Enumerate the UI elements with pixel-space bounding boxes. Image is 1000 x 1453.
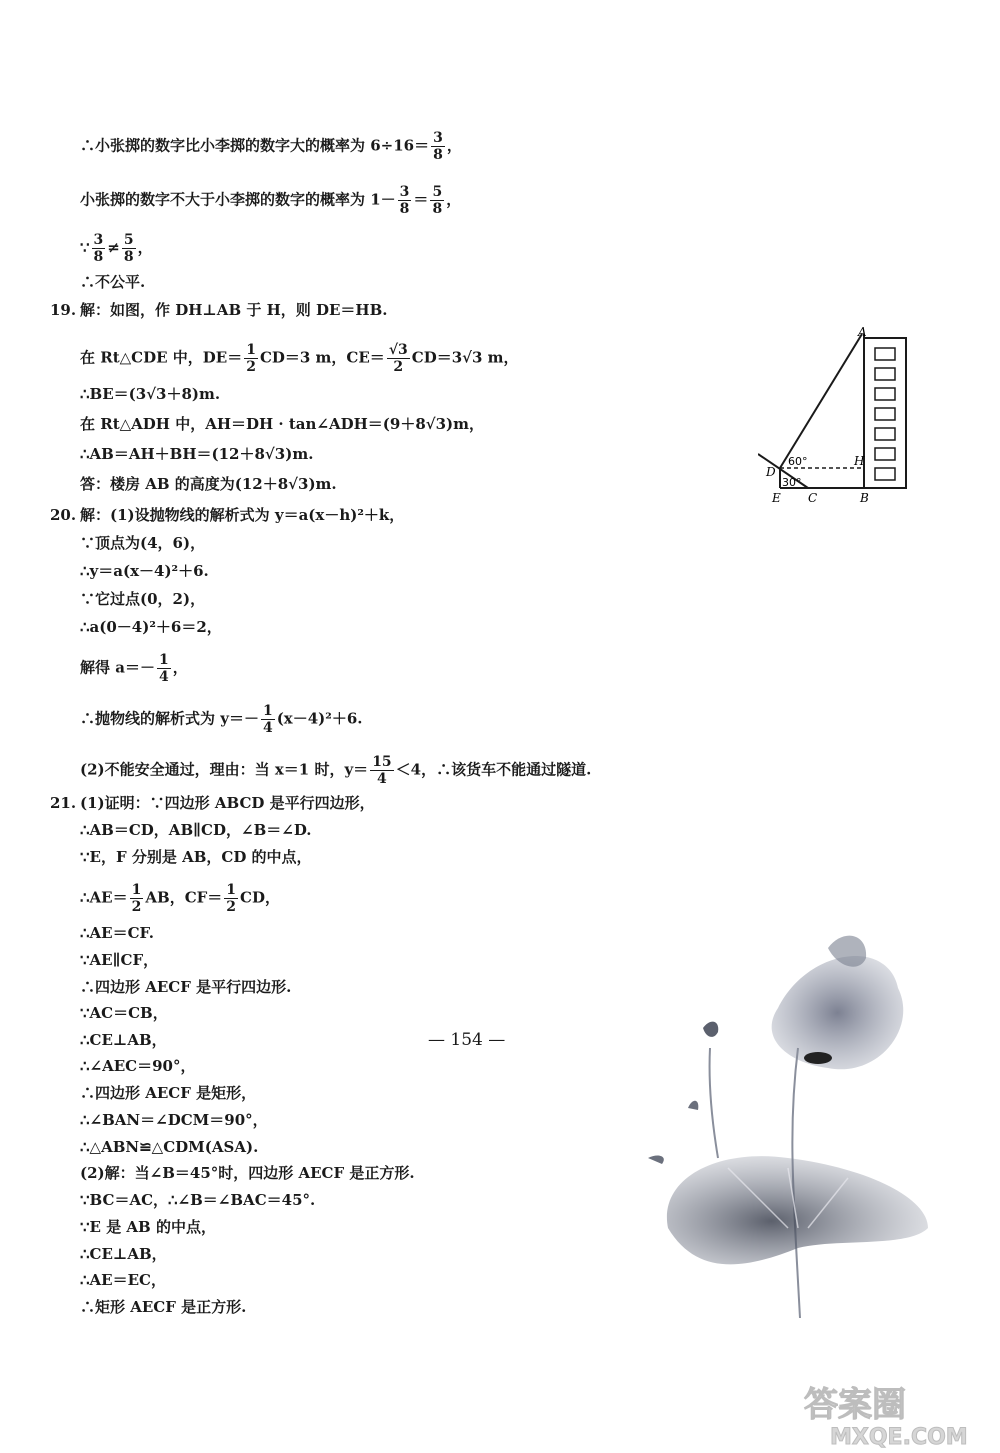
q19-number: 19. — [50, 301, 77, 319]
watermark-brand: 答案圈 — [804, 1385, 906, 1425]
window — [875, 368, 895, 380]
label-c: C — [808, 491, 818, 505]
q21-line-18: ∴AE＝EC， — [80, 1271, 166, 1289]
window — [875, 348, 895, 360]
label-b: B — [860, 491, 869, 505]
fraction — [157, 652, 171, 685]
label-angle-60: 60° — [788, 455, 808, 468]
fraction-numerator: 1 — [158, 652, 169, 668]
fraction — [130, 882, 144, 915]
label-a: A — [858, 326, 867, 339]
q20-line-8-text: (2)不能安全通过，理由：当 x＝1 时，y＝ — [80, 760, 369, 779]
q20-line-5: ∴a(0－4)²＋6＝2， — [80, 618, 222, 636]
watermark-logo — [800, 1378, 990, 1450]
fraction-denominator: 4 — [262, 720, 273, 736]
q19-line-2-mid: CD＝3 m，CE＝ — [259, 348, 385, 367]
fraction-numerator: 5 — [123, 232, 134, 248]
window — [875, 448, 895, 460]
fraction — [244, 342, 258, 375]
q20-line-6-tail: ， — [172, 658, 188, 677]
fraction-denominator: 2 — [246, 359, 256, 375]
q18-line-2-tail: ， — [446, 190, 462, 209]
label-d: D — [766, 465, 776, 479]
q19-line-5: ∴AB＝AH＋BH＝(12＋8√3)m. — [80, 445, 314, 463]
q21-line-11: ∴四边形 AECF 是矩形， — [80, 1084, 257, 1102]
q21-line-14: (2)解：当∠B＝45°时，四边形 AECF 是正方形. — [80, 1164, 415, 1182]
q21-number: 21. — [50, 794, 77, 812]
q21-line-8: ∵AC＝CB， — [80, 1004, 168, 1022]
fraction-numerator: 1 — [262, 703, 273, 719]
q20-line-8-tail: ＜4，∴该货车不能通过隧道. — [395, 760, 592, 779]
ink-dot — [804, 1052, 832, 1064]
window — [875, 388, 895, 400]
q21-line-19: ∴矩形 AECF 是正方形. — [80, 1298, 247, 1316]
fraction-denominator: 2 — [226, 899, 237, 915]
fraction — [370, 754, 393, 787]
q20-line-8 — [80, 754, 591, 787]
q20-line-1: 解：(1)设抛物线的解析式为 y＝a(x－h)²＋k， — [80, 506, 405, 524]
q21-line-17: ∴CE⊥AB， — [80, 1245, 167, 1263]
q20-line-3: ∴y＝a(x－4)²＋6. — [80, 562, 209, 580]
q18-line-1-tail: ， — [446, 136, 462, 155]
label-h: H — [854, 454, 865, 468]
fraction — [430, 184, 444, 217]
q19-line-2-text: 在 Rt△CDE 中，DE＝ — [80, 348, 243, 367]
fraction — [398, 184, 412, 217]
fraction-numerator: 1 — [226, 882, 237, 898]
fraction-denominator: 8 — [433, 147, 443, 163]
q21-line-10: ∴∠AEC＝90°， — [80, 1057, 196, 1075]
q18-line-3-tail: ， — [137, 238, 153, 257]
q18-line-4: ∴不公平. — [80, 273, 146, 291]
fraction-numerator: 1 — [246, 342, 256, 358]
fraction — [261, 703, 275, 736]
q20-line-6-text: 解得 a＝－ — [80, 658, 155, 677]
q21-line-15: ∵BC＝AC，∴∠B＝∠BAC＝45°. — [80, 1191, 316, 1209]
q19-line-3: ∴BE＝(3√3＋8)m. — [80, 385, 221, 403]
fraction-numerator: 3 — [93, 232, 104, 248]
q18-line-1-text: ∴小张掷的数字比小李掷的数字大的概率为 6÷16＝ — [80, 136, 430, 155]
ink-stroke — [648, 1156, 664, 1164]
sight-line-da — [780, 334, 862, 468]
fraction-denominator: 8 — [123, 249, 134, 265]
fraction-numerator: 3 — [433, 130, 443, 146]
q19-line-2-tail: CD＝3√3 m， — [411, 348, 519, 367]
building-diagram — [758, 326, 918, 508]
q21-line-9: ∴CE⊥AB， — [80, 1031, 167, 1049]
upper-leaf — [772, 956, 904, 1069]
fraction-numerator: 1 — [131, 882, 142, 898]
fraction-numerator: 3 — [399, 184, 410, 200]
fraction-denominator: 8 — [399, 201, 410, 217]
q20-line-7 — [80, 703, 363, 736]
fraction — [224, 882, 238, 915]
q19-line-4: 在 Rt△ADH 中，AH＝DH · tan∠ADH＝(9＋8√3)m， — [80, 415, 485, 433]
fraction-denominator: 2 — [393, 359, 404, 375]
fraction-denominator: 8 — [93, 249, 104, 265]
q19-line-6: 答：楼房 AB 的高度为(12＋8√3)m. — [80, 475, 337, 493]
fraction-numerator: √3 — [388, 342, 408, 358]
ink-stroke — [688, 1101, 698, 1110]
lower-leaf — [667, 1156, 928, 1264]
q20-line-4: ∵它过点(0，2)， — [80, 590, 206, 608]
fraction — [431, 130, 445, 163]
q20-line-2: ∵顶点为(4，6)， — [80, 534, 206, 552]
q21-line-6: ∵AE∥CF， — [80, 951, 159, 969]
window — [875, 468, 895, 480]
fraction — [122, 232, 136, 265]
equals-sign: ＝ — [413, 190, 429, 209]
q18-line-1 — [80, 130, 462, 163]
label-e: E — [772, 491, 781, 505]
fraction-denominator: 2 — [131, 899, 142, 915]
q18-line-3 — [80, 232, 153, 265]
q21-line-2: ∴AB＝CD，AB∥CD，∠B＝∠D. — [80, 821, 312, 839]
fraction — [387, 342, 410, 375]
q21-line-4-mid: AB，CF＝ — [145, 888, 223, 907]
window — [875, 408, 895, 420]
fraction-denominator: 4 — [158, 669, 169, 685]
q18-line-2 — [80, 184, 461, 217]
small-bud — [703, 1022, 718, 1037]
q21-line-4 — [80, 882, 280, 915]
fraction — [92, 232, 106, 265]
stem — [710, 1048, 718, 1158]
q21-line-1: (1)证明：∵四边形 ABCD 是平行四边形， — [80, 794, 375, 812]
q18-line-2-text: 小张掷的数字不大于小李掷的数字的概率为 1－ — [80, 190, 396, 209]
q20-number: 20. — [50, 506, 77, 524]
q19-line-2 — [80, 342, 519, 375]
q21-line-7: ∴四边形 AECF 是平行四边形. — [80, 978, 292, 996]
q21-line-13: ∴△ABN≌△CDM(ASA). — [80, 1138, 259, 1156]
q20-line-7-tail: (x－4)²＋6. — [276, 709, 363, 728]
q21-line-5: ∴AE＝CF. — [80, 924, 154, 942]
not-equal-sign: ≠ — [107, 238, 120, 257]
because-symbol: ∵ — [80, 238, 90, 257]
q21-line-16: ∵E 是 AB 的中点， — [80, 1218, 216, 1236]
fraction-numerator: 5 — [432, 184, 443, 200]
q21-line-3: ∵E，F 分别是 AB，CD 的中点， — [80, 848, 312, 866]
label-angle-30: 30° — [782, 476, 802, 489]
fraction-numerator: 15 — [372, 754, 392, 770]
q21-line-4-tail: CD， — [240, 888, 280, 907]
q20-line-6 — [80, 652, 188, 685]
watermark-url: MXQE.COM — [830, 1425, 968, 1450]
page-number: — 154 — — [428, 1030, 506, 1050]
fraction-denominator: 8 — [432, 201, 443, 217]
lotus-painting — [628, 928, 968, 1318]
q21-line-12: ∴∠BAN＝∠DCM＝90°， — [80, 1111, 268, 1129]
q21-line-4-text: ∴AE＝ — [80, 888, 128, 907]
window — [875, 428, 895, 440]
fraction-denominator: 4 — [377, 771, 387, 787]
q20-line-7-text: ∴抛物线的解析式为 y＝－ — [80, 709, 259, 728]
q19-line-1: 解：如图，作 DH⊥AB 于 H，则 DE＝HB. — [80, 301, 388, 319]
